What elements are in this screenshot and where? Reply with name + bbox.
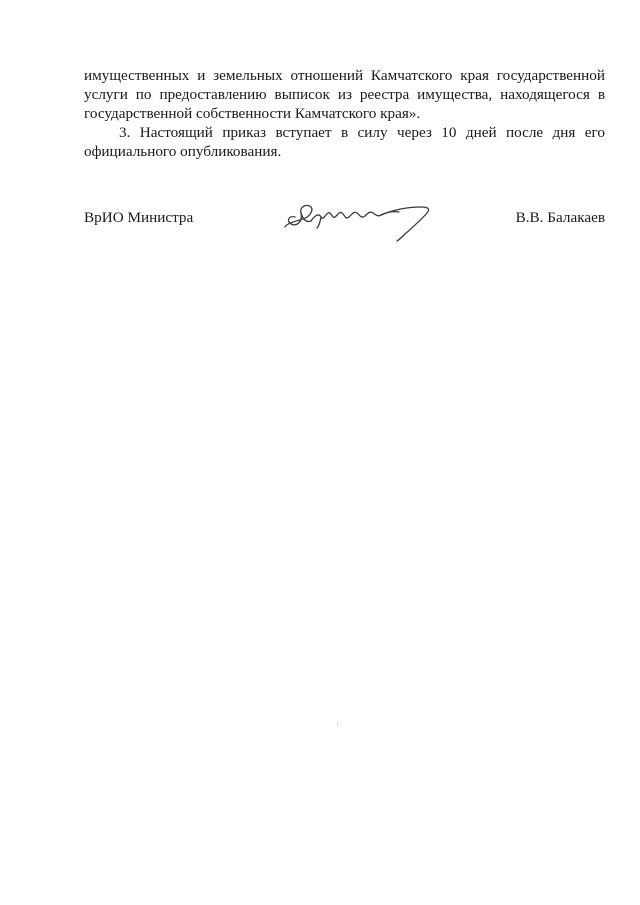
document-body [84,66,605,161]
paragraph-continuation: имущественных и земельных отношений Камчатского края государственной услуги по предоставлению выписок из реестра имущества, находящегося в государственной собственности Камчатского края». [84,67,605,122]
handwritten-signature-icon [281,193,436,243]
signatory-name: В.В. Балакаев [515,209,605,226]
signatory-position: ВрИО Министра [84,209,194,226]
paragraph-item-3: 3. Настоящий приказ вступает в силу через 10 дней после дня его официального опубликования. [84,124,605,160]
scan-speck [337,723,338,724]
